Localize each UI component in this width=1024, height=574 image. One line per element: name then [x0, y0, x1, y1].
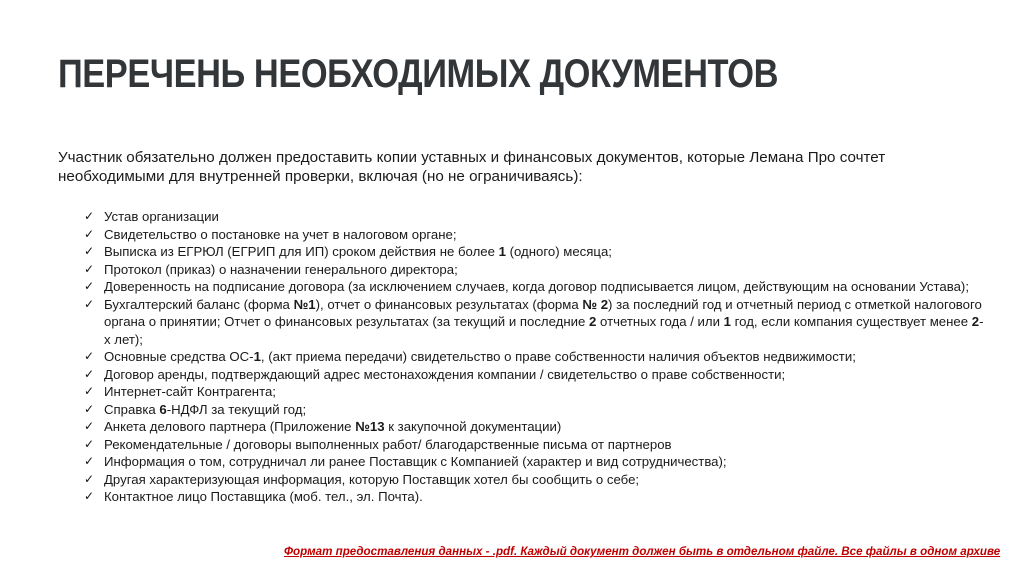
- check-icon: ✓: [84, 384, 95, 398]
- check-icon: ✓: [84, 296, 95, 311]
- file-format-note: Формат предоставления данных - .pdf. Каждый документ должен быть в отдельном файле. Все файлы в одном архиве: [284, 545, 1001, 558]
- check-icon: ✓: [84, 419, 95, 433]
- check-icon: ✓: [84, 489, 95, 503]
- list-item: ✓ Устав организации: [84, 209, 219, 224]
- check-icon: ✓: [84, 226, 95, 241]
- list-item: ✓ Контактное лицо Поставщика (моб. тел., эл. Почта).: [84, 489, 423, 504]
- check-icon: ✓: [84, 279, 95, 293]
- check-icon: ✓: [84, 349, 95, 363]
- list-item: ✓ Протокол (приказ) о назначении генерального директора;: [84, 261, 458, 277]
- list-item: ✓ Другая характеризующая информация, которую Поставщик хотел бы сообщить о себе;: [84, 471, 640, 487]
- list-item: ✓ Интернет-сайт Контрагента;: [84, 384, 276, 399]
- slide-title: ПЕРЕЧЕНЬ НЕОБХОДИМЫХ ДОКУМЕНТОВ: [58, 52, 779, 96]
- intro-paragraph: [58, 148, 958, 186]
- check-icon: ✓: [84, 366, 95, 381]
- check-icon: ✓: [84, 471, 95, 486]
- list-item: ✓ Доверенность на подписание договора (за исключением случаев, когда договор подписывается лицом, действующим на основании Устава);: [84, 279, 969, 294]
- list-item: ✓ Рекомендательные / договоры выполненных работ/ благодарственные письма от партнеров: [84, 436, 672, 452]
- intro-line-2: необходимыми для внутренней проверки, включая (но не ограничиваясь):: [58, 168, 583, 185]
- list-item: ✓ Бухгалтерский баланс (форма №1), отчет о финансовых результатах (форма № 2) за последний год и отчетный период с отметкой налогового органа о принятии; Отчет о финансовых результатах (за текущий и последние 2 отчетных года / или 1 год, если компания существует менее 2-х лет);: [84, 296, 984, 347]
- list-item: ✓ Свидетельство о постановке на учет в налоговом органе;: [84, 226, 457, 242]
- documents-checklist: [84, 208, 984, 506]
- list-item: ✓ Справка 6-НДФЛ за текущий год;: [84, 401, 307, 417]
- check-icon: ✓: [84, 454, 95, 468]
- intro-line-1: Участник обязательно должен предоставить копии уставных и финансовых документов, которые Лемана Про сочтет: [58, 149, 886, 166]
- check-icon: ✓: [84, 436, 95, 451]
- list-item: ✓ Информация о том, сотрудничал ли ранее Поставщик с Компанией (характер и вид сотрудничества);: [84, 454, 727, 469]
- list-item: ✓ Выписка из ЕГРЮЛ (ЕГРИП для ИП) сроком действия не более 1 (одного) месяца;: [84, 244, 612, 259]
- check-icon: ✓: [84, 209, 95, 223]
- list-item: ✓ Анкета делового партнера (Приложение №13 к закупочной документации): [84, 419, 562, 434]
- list-item: ✓ Договор аренды, подтверждающий адрес местонахождения компании / свидетельство о праве собственности;: [84, 366, 786, 382]
- list-item: ✓ Основные средства ОС-1, (акт приема передачи) свидетельство о праве собственности наличия объектов недвижимости;: [84, 349, 856, 364]
- check-icon: ✓: [84, 261, 95, 276]
- check-icon: ✓: [84, 244, 95, 258]
- check-icon: ✓: [84, 401, 95, 416]
